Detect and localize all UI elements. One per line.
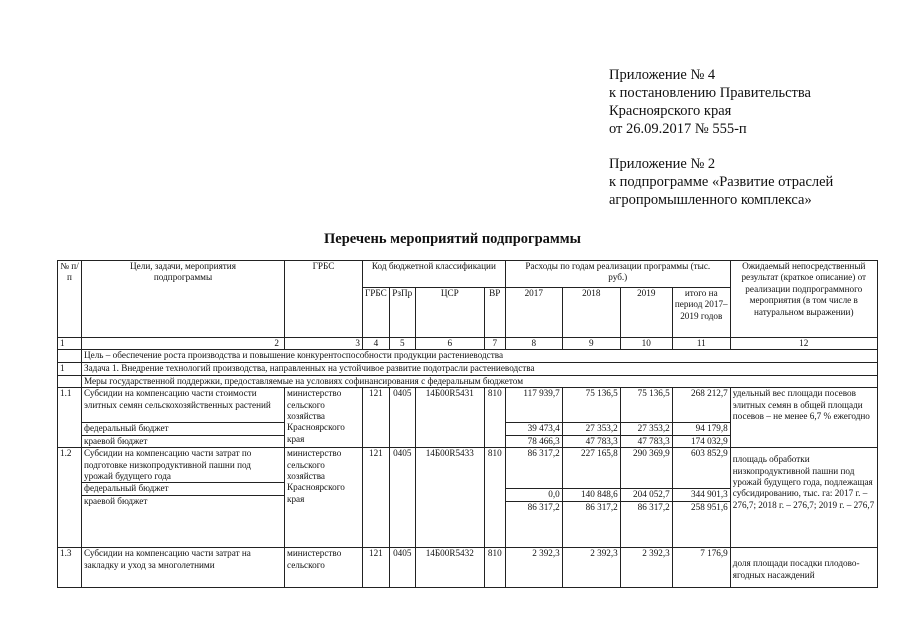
header-code-grbs: ГРБС <box>363 288 390 338</box>
value-2018: 2 392,3 <box>562 548 620 588</box>
federal-total: 344 901,3 <box>673 488 730 501</box>
table-row <box>58 448 878 548</box>
row-code-csr: 14Б00R5432 <box>415 548 484 588</box>
row-code-vr: 810 <box>484 548 505 588</box>
appendix-header <box>609 66 833 209</box>
federal-2017: 0,0 <box>506 488 562 501</box>
regional-2017: 78 466,3 <box>527 435 560 446</box>
appendix-line: к подпрограмме «Развитие отраслей <box>609 174 834 190</box>
value-2018: 75 136,5 <box>585 388 618 399</box>
regional-2017: 86 317,2 <box>527 501 560 512</box>
row-result: удельный вес площади посевов элитных семян в общей площади посевов – не менее 6,7 % ежегодно <box>730 388 877 448</box>
header-total: итого на период 2017–2019 годов <box>672 288 730 338</box>
row-code-csr: 14Б00R5433 <box>415 448 484 548</box>
header-year-2017: 2017 <box>505 288 562 338</box>
header-code-group: Код бюджетной классификации <box>363 261 506 288</box>
row-code-rzpr: 0405 <box>389 388 415 448</box>
header-code-vr: ВР <box>484 288 505 338</box>
federal-2018: 140 848,6 <box>563 488 620 501</box>
value-total: 603 852,9 <box>691 448 728 459</box>
task-number: 1 <box>58 363 82 375</box>
federal-2018: 27 353,2 <box>563 422 620 435</box>
value-2017: 2 392,3 <box>505 548 562 588</box>
regional-2018: 47 783,3 <box>585 435 618 446</box>
column-number: 8 <box>505 338 562 350</box>
header-code-csr: ЦСР <box>415 288 484 338</box>
value-2017: 117 939,7 <box>523 388 560 399</box>
value-2018: 227 165,8 <box>581 448 618 459</box>
column-number: 12 <box>730 338 877 350</box>
value-2019: 2 392,3 <box>620 548 672 588</box>
header-num: № п/п <box>58 261 82 338</box>
column-number: 6 <box>415 338 484 350</box>
column-number: 1 <box>58 338 82 350</box>
row-code-vr: 810 <box>484 448 505 548</box>
table-row <box>58 548 878 588</box>
column-number: 3 <box>285 338 363 350</box>
header-grbs: ГРБС <box>285 261 363 338</box>
table-row <box>58 388 878 448</box>
row-federal-label: федеральный бюджет <box>82 422 284 435</box>
regional-total: 258 951,6 <box>691 501 728 512</box>
row-code-grbs: 121 <box>363 448 390 548</box>
appendix-line: к постановлению Правительства <box>609 85 811 101</box>
page-title: Перечень мероприятий подпрограммы <box>324 231 581 247</box>
value-2019: 290 369,9 <box>633 448 670 459</box>
row-grbs: министерство сельского хозяйства Красноярского края <box>285 448 363 548</box>
header-year-2018: 2018 <box>562 288 620 338</box>
row-regional-label: краевой бюджет <box>84 435 148 446</box>
measures-table <box>57 260 878 588</box>
header-result: Ожидаемый непосредственный результат (краткое описание) от реализации подпрограммного мероприятия (в том числе в натуральном выражении) <box>730 261 877 338</box>
federal-2017: 39 473,4 <box>506 422 562 435</box>
column-number: 9 <box>562 338 620 350</box>
value-total: 268 212,7 <box>691 388 728 399</box>
value-total: 7 176,9 <box>672 548 730 588</box>
goal-row: Цель – обеспечение роста производства и повышение конкурентоспособности продукции растениеводства <box>82 350 878 363</box>
regional-2018: 86 317,2 <box>585 501 618 512</box>
row-number: 1.2 <box>58 448 82 548</box>
row-number: 1.3 <box>58 548 82 588</box>
header-expenses-group: Расходы по годам реализации программы (тыс. руб.) <box>505 261 730 288</box>
row-code-rzpr: 0405 <box>389 548 415 588</box>
row-code-grbs: 121 <box>363 548 390 588</box>
row-code-grbs: 121 <box>363 388 390 448</box>
column-number: 2 <box>82 338 285 350</box>
federal-2019: 27 353,2 <box>621 422 672 435</box>
appendix-line: от 26.09.2017 № 555-п <box>609 121 747 137</box>
row-code-csr: 14Б00R5431 <box>415 388 484 448</box>
row-code-rzpr: 0405 <box>389 448 415 548</box>
appendix-line: Приложение № 4 <box>609 67 716 83</box>
column-number: 10 <box>620 338 672 350</box>
row-regional-label: краевой бюджет <box>84 495 148 506</box>
row-grbs: министерство сельского <box>285 548 363 588</box>
row-result: доля площади посадки плодово-ягодных насаждений <box>730 548 877 588</box>
column-number: 4 <box>363 338 390 350</box>
row-name: Субсидии на компенсацию части затрат по подготовке низкопродуктивной пашни под урожай будущего года <box>84 448 252 482</box>
column-number: 11 <box>672 338 730 350</box>
appendix-line: Красноярского края <box>609 103 732 119</box>
task-row: Задача 1. Внедрение технологий производства, направленных на устойчивое развитие подотрасли растениеводства <box>82 363 878 375</box>
header-year-2019: 2019 <box>620 288 672 338</box>
column-number: 5 <box>389 338 415 350</box>
row-grbs: министерство сельского хозяйства Красноярского края <box>285 388 363 448</box>
row-federal-label: федеральный бюджет <box>82 482 284 495</box>
regional-2019: 47 783,3 <box>637 435 670 446</box>
appendix-line: Приложение № 2 <box>609 156 716 172</box>
federal-total: 94 179,8 <box>673 422 730 435</box>
row-name: Субсидии на компенсацию части стоимости элитных семян сельскохозяйственных растений <box>84 388 271 410</box>
value-2019: 75 136,5 <box>637 388 670 399</box>
header-code-rzpr: РзПр <box>389 288 415 338</box>
row-number: 1.1 <box>58 388 82 448</box>
column-number: 7 <box>484 338 505 350</box>
regional-total: 174 032,9 <box>691 435 728 446</box>
value-2017: 86 317,2 <box>527 448 560 459</box>
row-code-vr: 810 <box>484 388 505 448</box>
row-name: Субсидии на компенсацию части затрат на закладку и уход за многолетними <box>82 548 285 588</box>
row-result: площадь обработки низкопродуктивной пашни под урожай будущего года, подлежащая субсидированию, тыс. га: 2017 г. – 276,7; 2018 г. – 276,7; 2019 г. – 276,7 <box>730 448 877 548</box>
federal-2019: 204 052,7 <box>621 488 672 501</box>
regional-2019: 86 317,2 <box>637 501 670 512</box>
header-goals: Цели, задачи, мероприятия подпрограммы <box>82 261 285 338</box>
appendix-line: агропромышленного комплекса» <box>609 192 812 208</box>
column-number-row <box>58 338 878 350</box>
measures-row: Меры государственной поддержки, предоставляемые на условиях софинансирования с федеральным бюджетом <box>82 375 878 387</box>
